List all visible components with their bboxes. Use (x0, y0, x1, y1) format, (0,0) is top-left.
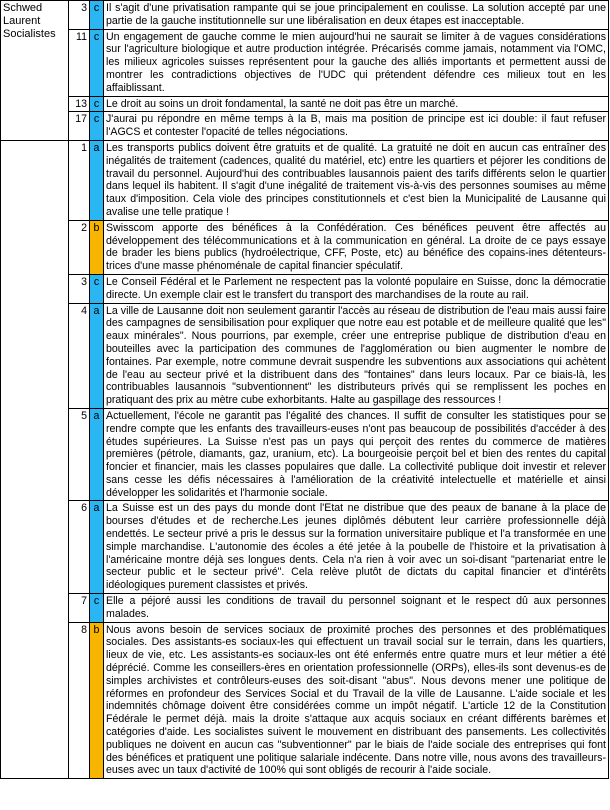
question-number: 11 (69, 29, 90, 96)
question-number: 7 (69, 594, 90, 623)
category-cell: c (90, 594, 104, 623)
response-text: Un engagement de gauche comme le mien aujourd'hui ne saurait se limiter à de vagues considérations sur l'agriculture biologique et autre production intégrée. Précarisés comme jamais, notamment via l'OMC, les milieux agricoles suisses représentent pour la gauche des alliés importants et permettent aussi de montrer les contradictions objectives de l'UDC qui prétendent défendre ces milieux tout en les affaiblissant. (104, 29, 609, 96)
table-row (1, 112, 609, 141)
question-number: 1 (69, 140, 90, 220)
category-cell: b (90, 220, 104, 274)
author-name-line: Schwed (3, 2, 43, 14)
table-row (1, 594, 609, 623)
category-cell: a (90, 408, 104, 501)
question-number: 5 (69, 408, 90, 501)
table-row (1, 1, 609, 30)
author-cell-empty (1, 140, 69, 778)
category-cell: c (90, 112, 104, 141)
response-text: Les transports publics doivent être gratuits et de qualité. La gratuité ne doit en aucun cas entraîner des inégalités de traitement (cadences, qualité du matériel, etc) entre les quartiers et péjorer les conditions de travail du personnel. Aujourd'hui des contribuables lausannois paient des tarifs différents selon le quartier dans lequel ils habitent. Il s'agit d'une inégalité de traitement vis-à-vis des personnes soumises au même taux d'imposition. Cela viole des principes constitutionnels et c'est bien la Municipalité de Lausanne qui avalise une telle pratique ! (104, 140, 609, 220)
author-party-line: Socialistes (3, 28, 56, 40)
category-cell: c (90, 1, 104, 30)
table-row (1, 96, 609, 112)
table-row (1, 501, 609, 594)
question-number: 3 (69, 1, 90, 30)
table-row (1, 622, 609, 779)
question-number: 3 (69, 274, 90, 303)
table-row (1, 220, 609, 274)
table-row (1, 408, 609, 501)
response-text: Elle a péjoré aussi les conditions de travail du personnel soignant et le respect dû aux personnes malades. (104, 594, 609, 623)
question-number: 17 (69, 112, 90, 141)
category-cell: c (90, 274, 104, 303)
group-socialistes (1, 1, 609, 141)
table-row (1, 274, 609, 303)
response-text: Il s'agit d'une privatisation rampante qui se joue principalement en coulisse. La solution accepté par une partie de la gauche institutionnelle sur une libéralisation en deux étapes est inacceptable. (104, 1, 609, 30)
question-number: 4 (69, 303, 90, 408)
group-second-author (1, 140, 609, 778)
table-row (1, 140, 609, 220)
question-number: 2 (69, 220, 90, 274)
category-cell: b (90, 622, 104, 779)
category-cell: a (90, 303, 104, 408)
question-number: 8 (69, 622, 90, 779)
response-text: Nous avons besoin de services sociaux de proximité proches des personnes et des problématiques sociales. Des assistants-es sociaux-les qui effectuent un travail social sur le terrain, dans les quartiers, lieux de vie, etc. Les assistants-es sociaux-les ont été enfermés entre quatre murs et leur métier a été déprécié. Comme les conseillers-ères en orientation professionnelle (ORPs), elles-ils sont devenus-es de simples archivistes et contrôleurs-euses des soit-disant "abus". Nous devons mener une politique de réformes en profondeur des Services Social et du Travail de la ville de Lausanne. L'aide sociale et les indemnités chômage doivent être considérées comme un impôt négatif. L'article 12 de la Constitution Fédérale le permet déjà. mais la droite s'attaque aux acquis sociaux en créant différents barèmes et catégories d'aide. Les socialistes suivent le mouvement en distribuant des pansements. Les collectivités publiques ne doivent en aucun cas "subventionner" par le biais de l'aide sociale des entreprises qui font des bénéfices et pratiquent une politique salariale indécente. Dans notre ville, nous avons des travailleurs-euses avec un taux d'activité de 100% qui sont obligés de recourir à l'aide sociale. (104, 622, 609, 779)
author-cell (1, 1, 69, 141)
question-number: 6 (69, 501, 90, 594)
author-name-line: Laurent (3, 15, 41, 27)
response-text: Le droit au soins un droit fondamental, la santé ne doit pas être un marché. (104, 96, 609, 112)
response-text: La Suisse est un des pays du monde dont l'Etat ne distribue que des peaux de banane à la place de bourses d'études et de recherche.Les jeunes diplômés débutent leur carrière professionnelle déjà endettés. Le secteur privé a pris le dessus sur la formation universitaire publique et l'a transformée en une simple marchandise. L'autonomie des écoles a été jetée à la poubelle de l'histoire et la privatisation à l'américaine montre déjà ses longues dents. Cela n'a rien à voir avec un soi-disant "partenariat entre le secteur public et le secteur privé". Cela relève plutôt de dictats du capital financier et d'intérêts idéologiques purement classistes et privés. (104, 501, 609, 594)
question-number: 13 (69, 96, 90, 112)
category-cell: c (90, 29, 104, 96)
category-cell: a (90, 140, 104, 220)
table-row (1, 29, 609, 96)
response-text: J'aurai pu répondre en même temps à la B, mais ma position de principe est ici double: il faut refuser l'AGCS et contester l'opacité de telles négociations. (104, 112, 609, 141)
response-text: Le Conseil Fédéral et le Parlement ne respectent pas la volonté populaire en Suisse, donc la démocratie directe. Un exemple clair est le transfert du transport des marchandises de la route au rail. (104, 274, 609, 303)
response-text: La ville de Lausanne doit non seulement garantir l'accès au réseau de distribution de l'eau mais aussi faire des campagnes de sensibilisation pour expliquer que notre eau est potable et de meilleure qualité que les" eaux minérales". Nous pourrions, par exemple, créer une entreprise publique de distribution d'eau en bouteilles avec la participation des communes de l'agglomération ou bien augmenter le nombre de fontaines. Par exemple, notre commune devrait suspendre les subventions aux associations qui achètent de l'eau au secteur privé et la distribuent dans des "fontaines" dans leurs locaux. Par ce biais-là, les contribuables lausannois "subventionnent" les distributeurs privés qui se remplissent les poches en pratiquant des prix au mètre cube exhorbitants. Halte au gaspillage des ressources ! (104, 303, 609, 408)
response-text: Swisscom apporte des bénéfices à la Confédération. Ces bénéfices peuvent être affectés au développement des télécommunications et à la communication en général. La droite de ce pays essaye de brader les biens publics (hydroélectrique, CFF, Poste, etc) au bénéfice des copains-ines détenteurs-trices d'une masse phénoménale de capital financier spéculatif. (104, 220, 609, 274)
category-cell: a (90, 501, 104, 594)
category-cell: c (90, 96, 104, 112)
response-text: Actuellement, l'école ne garantit pas l'égalité des chances. Il suffit de consulter les statistiques pour se rendre compte que les enfants des travailleurs-euses n'ont pas beaucoup de possibilités d'accéder à des études supérieures. La Suisse n'est pas un pays qui perçoit des rentes du commerce de matières premières (pétrole, diamants, gaz, uranium, etc). La bourgeoisie perçoit bel et bien des rentes du capital foncier et financier, mais les classes populaires que dalle. La collectivité publique doit investir et relever sans cesse les défis nécessaires à l'amélioration de la créativité intelectuelle et matérielle et ainsi développer les solidarités et l'harmonie sociale. (104, 408, 609, 501)
table-row (1, 303, 609, 408)
